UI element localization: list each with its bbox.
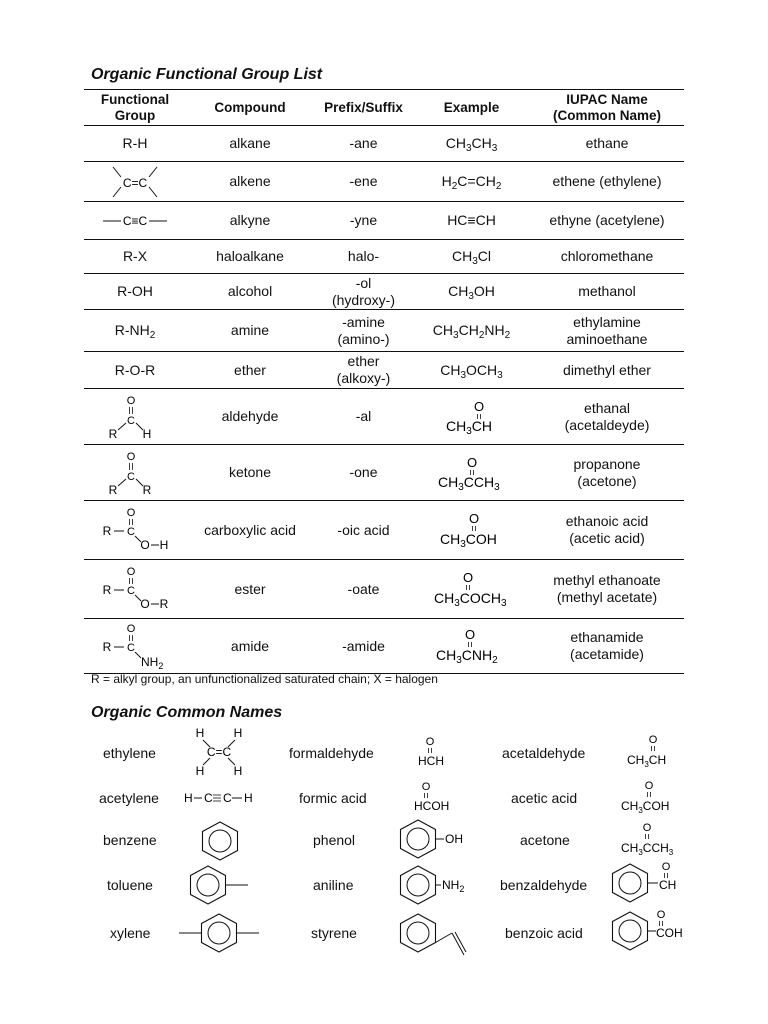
common-name-label: toluene [107, 877, 153, 893]
svg-text:O: O [421, 781, 431, 793]
example-cell [413, 619, 530, 674]
common-name-label: ethylene [103, 745, 156, 761]
svg-text:O: O [468, 511, 479, 526]
svg-text:O: O [126, 450, 136, 463]
compound-cell: alkane [186, 126, 314, 162]
compound-cell: haloalkane [186, 240, 314, 274]
svg-text:H: H [159, 538, 169, 552]
affix-cell: -oate [314, 560, 413, 619]
svg-text:CH3CH: $CH_3CH$ [627, 753, 667, 769]
svg-text:OH: OH [445, 832, 463, 846]
example-cell: $CH_3OCH_3$ [413, 352, 530, 389]
section-title-common-names: Organic Common Names [91, 704, 283, 721]
svg-text:CH3COH: $CH_3COH$ [439, 531, 497, 550]
svg-text:O: O [473, 398, 484, 414]
svg-text:O: O [462, 570, 473, 585]
affix-cell: -one [314, 445, 413, 501]
svg-text:NH2: $NH_2$ [141, 655, 164, 671]
iupac-cell: ethane [530, 126, 684, 162]
affix-cell: -ane [314, 126, 413, 162]
common-name-label: formaldehyde [289, 745, 374, 761]
xylene-structure-icon [177, 912, 261, 954]
compound-cell: ester [186, 560, 314, 619]
table-row [84, 501, 684, 560]
acetone-example-icon [434, 454, 510, 492]
iupac-cell: ethyne (acetylene) [530, 202, 684, 240]
ester-structure-icon [99, 564, 171, 614]
svg-text:H: H [244, 791, 253, 805]
common-name-label: xylene [110, 925, 151, 941]
svg-text:NH2: $NH_2$ [442, 878, 465, 894]
svg-text:CH3CH: $CH_3CH$ [445, 417, 492, 436]
benzene-structure-icon [198, 820, 242, 862]
iupac-cell: ethylamine aminoethane [530, 310, 684, 352]
svg-text:O: O [126, 623, 136, 635]
common-name-label: acetylene [99, 790, 159, 806]
svg-text:O: O [466, 454, 477, 470]
ketone-structure-icon [105, 448, 165, 498]
affix-cell: -ene [314, 162, 413, 202]
svg-text:C=C: C=C [206, 745, 232, 759]
svg-text:R: R [102, 640, 112, 654]
alkyne-structure-icon [99, 211, 171, 231]
table-row [84, 126, 684, 162]
aniline-structure-icon [396, 864, 470, 908]
common-name-label: acetic acid [511, 790, 578, 806]
compound-cell: alkyne [186, 202, 314, 240]
example-cell: $CH_3OH$ [413, 274, 530, 310]
aldehyde-structure-icon [105, 392, 165, 442]
affix-cell: -amide [314, 619, 413, 674]
svg-text:HCH: HCH [418, 754, 444, 768]
svg-text:O: O [126, 566, 136, 578]
example-cell: $CH_3Cl$ [413, 240, 530, 274]
svg-text:O: O [126, 394, 136, 407]
functional-group-cell [84, 389, 186, 445]
carboxylic-acid-structure-icon [99, 505, 171, 555]
svg-text:C: C [127, 470, 135, 483]
common-name-label: aniline [313, 877, 354, 893]
affix-cell: halo- [314, 240, 413, 274]
iupac-cell: ethanoic acid (acetic acid) [530, 501, 684, 560]
ethylene-structure-icon [186, 725, 250, 779]
section-title-functional-groups: Organic Functional Group List [91, 66, 323, 83]
svg-text:C: C [127, 414, 135, 427]
compound-cell: carboxylic acid [186, 501, 314, 560]
svg-text:O: O [126, 507, 136, 519]
table-footnote: R = alkyl group, an unfunctionalized saturated chain; X = halogen [91, 672, 438, 686]
header-example: Example [413, 90, 530, 126]
svg-text:COH: COH [656, 926, 683, 940]
example-cell [413, 389, 530, 445]
common-name-label: benzoic acid [505, 925, 583, 941]
svg-text:H: H [195, 726, 205, 740]
svg-text:CH3COCH3: $CH_3COCH_3$ [433, 590, 507, 609]
acetamide-example-icon [432, 626, 512, 666]
svg-text:CH3CCH3: $CH_3CCH_3$ [437, 473, 500, 492]
example-cell: $H_2C=CH_2$ [413, 162, 530, 202]
svg-text:O: O [648, 734, 658, 746]
example-cell [413, 560, 530, 619]
functional-group-cell [84, 619, 186, 674]
svg-text:CH3COH: $CH_3COH$ [621, 799, 670, 815]
svg-text:CH3CCH3: $CH_3CCH_3$ [621, 841, 674, 857]
svg-text:C: C [127, 585, 135, 597]
table-row [84, 560, 684, 619]
svg-text:O: O [425, 736, 435, 748]
svg-text:H: H [233, 764, 243, 778]
styrene-structure-icon [396, 910, 468, 958]
functional-group-cell: R-X [84, 240, 186, 274]
affix-cell: -oic acid [314, 501, 413, 560]
svg-text:C: C [127, 642, 135, 654]
functional-group-cell [84, 560, 186, 619]
common-name-label: benzene [103, 832, 157, 848]
compound-cell: aldehyde [186, 389, 314, 445]
svg-text:O: O [464, 627, 475, 642]
svg-text:O: O [140, 538, 150, 552]
svg-text:R: R [108, 426, 118, 441]
formaldehyde-structure-icon [414, 733, 450, 769]
svg-text:O: O [140, 597, 150, 611]
functional-group-cell [84, 162, 186, 202]
acetic-acid-structure-icon [620, 777, 674, 815]
compound-cell: amine [186, 310, 314, 352]
iupac-cell: propanone (acetone) [530, 445, 684, 501]
svg-text:O: O [642, 822, 652, 834]
iupac-cell: ethanal (acetaldeyde) [530, 389, 684, 445]
svg-text:O: O [656, 909, 666, 921]
svg-text:H: H [142, 426, 152, 441]
common-name-label: benzaldehyde [500, 877, 588, 893]
methyl-acetate-example-icon [430, 569, 514, 609]
compound-cell: alcohol [186, 274, 314, 310]
acetic-acid-example-icon [436, 510, 508, 550]
compound-cell: ether [186, 352, 314, 389]
compound-cell: alkene [186, 162, 314, 202]
svg-text:R: R [159, 597, 169, 611]
svg-text:H: H [233, 726, 243, 740]
table-row [84, 162, 684, 202]
common-name-label: acetone [520, 832, 570, 848]
affix-cell: -ol (hydroxy-) [314, 274, 413, 310]
acetylene-structure-icon [182, 788, 258, 808]
phenol-structure-icon [396, 818, 470, 862]
header-iupac: IUPAC Name (Common Name) [530, 90, 684, 126]
affix-cell: -yne [314, 202, 413, 240]
header-functional-group: Functional Group [84, 90, 186, 126]
svg-text:O: O [661, 861, 671, 873]
table-row [84, 202, 684, 240]
header-prefix-suffix: Prefix/Suffix [314, 90, 413, 126]
svg-text:CH: CH [659, 878, 677, 892]
formic-acid-structure-icon [411, 778, 453, 814]
acetaldehyde-structure-icon [626, 731, 670, 769]
functional-group-table [84, 89, 684, 674]
amide-structure-icon [99, 621, 171, 671]
example-cell [413, 501, 530, 560]
table-row [84, 240, 684, 274]
table-row [84, 445, 684, 501]
svg-text:R: R [102, 583, 112, 597]
svg-text:R: R [142, 482, 152, 497]
example-cell: $CH_3CH_2NH_2$ [413, 310, 530, 352]
table-row [84, 352, 684, 389]
functional-group-cell: R-H [84, 126, 186, 162]
svg-text:H: H [184, 791, 193, 805]
example-cell: HC≡CH [413, 202, 530, 240]
benzaldehyde-structure-icon [608, 858, 686, 908]
svg-text:C=C: C=C [122, 175, 148, 190]
table-row [84, 389, 684, 445]
svg-text:C: C [127, 526, 135, 538]
common-name-label: styrene [311, 925, 357, 941]
svg-text:C≡C: C≡C [122, 213, 148, 228]
svg-text:C: C [223, 791, 232, 805]
common-name-label: phenol [313, 832, 356, 848]
table-row [84, 310, 684, 352]
functional-group-cell: $R-NH_2$ [84, 310, 186, 352]
functional-group-cell: R-O-R [84, 352, 186, 389]
functional-group-cell: R-OH [84, 274, 186, 310]
iupac-cell: methanol [530, 274, 684, 310]
table-row [84, 274, 684, 310]
affix-cell: -amine (amino-) [314, 310, 413, 352]
benzoic-acid-structure-icon [608, 906, 688, 956]
common-name-label: formic acid [299, 790, 367, 806]
svg-text:HCOH: HCOH [414, 799, 450, 813]
svg-text:R: R [102, 524, 112, 538]
example-cell: $CH_3CH_3$ [413, 126, 530, 162]
iupac-cell: methyl ethanoate (methyl acetate) [530, 560, 684, 619]
table-header-row [84, 90, 684, 126]
compound-cell: amide [186, 619, 314, 674]
functional-group-cell [84, 501, 186, 560]
acetone-structure-icon [620, 819, 676, 859]
table-row [84, 619, 684, 674]
alkene-structure-icon [105, 164, 165, 200]
svg-text:O: O [644, 780, 654, 792]
functional-group-cell [84, 445, 186, 501]
svg-text:R: R [108, 482, 118, 497]
svg-text:H: H [195, 764, 205, 778]
example-cell [413, 445, 530, 501]
toluene-structure-icon [186, 864, 252, 906]
svg-text:CH3CNH2: $CH_3CNH_2$ [435, 647, 498, 666]
iupac-cell: dimethyl ether [530, 352, 684, 389]
iupac-cell: ethanamide (acetamide) [530, 619, 684, 674]
affix-cell: -al [314, 389, 413, 445]
svg-text:C: C [204, 791, 213, 805]
affix-cell: ether (alkoxy-) [314, 352, 413, 389]
acetaldehyde-example-icon [442, 398, 502, 436]
iupac-cell: chloromethane [530, 240, 684, 274]
header-compound: Compound [186, 90, 314, 126]
compound-cell: ketone [186, 445, 314, 501]
iupac-cell: ethene (ethylene) [530, 162, 684, 202]
common-name-label: acetaldehyde [502, 745, 586, 761]
functional-group-cell [84, 202, 186, 240]
